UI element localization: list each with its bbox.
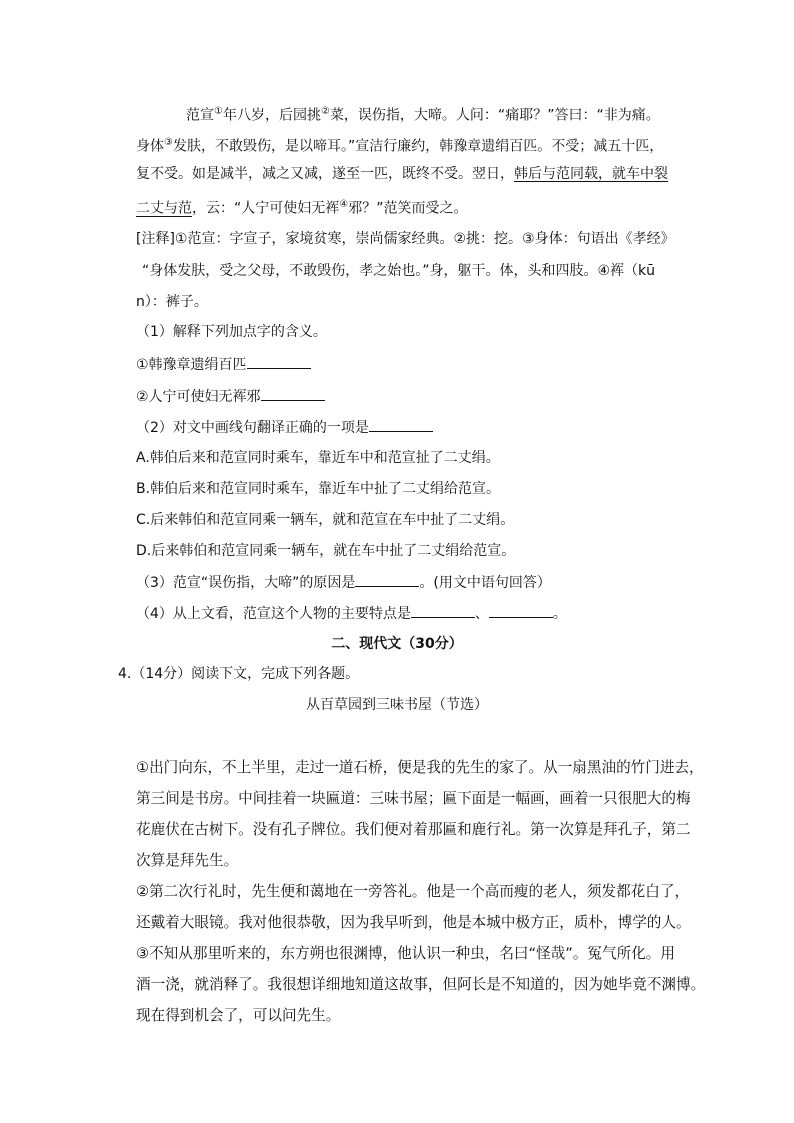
option-d: D.后来韩伯和范宣同乘一辆车，就在车中扯了二丈绢给范宣。 (136, 543, 516, 559)
footnote-marker-1: ① (214, 106, 223, 117)
notes-line-2: “身体发肤，受之父母，不敢毁伤，孝之始也。”身，躯干。体，头和四肢。④裈（kū (142, 263, 656, 279)
modern-line-5: ②第二次行礼时，先生便和蔼地在一旁答礼。他是一个高而瘦的老人，须发都花白了， (136, 883, 690, 900)
question-4-intro: 4.（14分）阅读下文，完成下列各题。 (118, 666, 360, 682)
answer-blank[interactable] (247, 354, 311, 369)
passage-line-1: 范宣①年八岁，后园挑②菜，误伤指，大啼。人问：“痛耶？”答曰：“非为痛。 (186, 106, 660, 124)
answer-blank[interactable] (369, 417, 433, 432)
answer-blank[interactable] (261, 386, 325, 401)
answer-blank[interactable] (489, 603, 553, 618)
footnote-marker-4: ④ (339, 199, 349, 210)
notes-line-1: [注释]①范宣：字宣子，家境贫寒，崇尚儒家经典。②挑：挖。③身体：句语出《孝经》 (136, 231, 675, 247)
modern-line-7: ③不知从那里听来的，东方朔也很渊博，他认识一种虫，名曰“怪哉”。冤气所化。用 (136, 945, 675, 962)
question-1a: ①韩豫章遗绢百匹 (136, 354, 311, 375)
question-3: （3）范宣“误伤指，大啼”的原因是 。(用文中语句回答） (136, 572, 551, 593)
modern-line-3: 花鹿伏在古树下。没有孔子牌位。我们便对着那匾和鹿行礼。第一次算是拜孔子，第二 (136, 821, 691, 838)
modern-line-6: 还戴着大眼镜。我对他很恭敬，因为我早听到，他是本城中极方正，质朴，博学的人。 (136, 914, 691, 931)
passage-line-3: 复不受。如是减半，减之又减，遂至一匹，既终不受。翌日，韩后与范同载，就车中裂 (136, 166, 668, 182)
question-2: （2）对文中画线句翻译正确的一项是 (136, 417, 433, 438)
footnote-marker-3: ③ (164, 137, 173, 148)
answer-blank[interactable] (355, 572, 419, 587)
passage-title: 从百草园到三味书屋（节选） (306, 697, 488, 713)
modern-line-4: 次算是拜先生。 (136, 852, 239, 869)
answer-blank[interactable] (411, 603, 475, 618)
passage-line-4: 二丈与范，云：“人宁可使妇无裈④邪？”范笑而受之。 (136, 199, 468, 217)
section-heading: 二、现代文（30分） (331, 636, 463, 652)
passage-line-2: 身体③发肤，不敢毁伤，是以啼耳。”宣洁行廉约，韩豫章遗绢百匹。不受；减五十匹， (136, 137, 664, 155)
option-c: C.后来韩伯和范宣同乘一辆车，就和范宣在车中扯了二丈绢。 (136, 512, 515, 528)
underlined-sentence-part-1: 韩后与范同载，就车中裂 (514, 166, 668, 182)
underlined-sentence-part-2: 二丈与范 (136, 200, 192, 217)
modern-line-9: 现在得到机会了，可以问先生。 (136, 1007, 341, 1024)
question-1b: ②人宁可使妇无裈邪 (136, 386, 325, 407)
footnote-marker-2: ② (320, 106, 330, 117)
question-1: （1）解释下列加点字的含义。 (136, 324, 327, 340)
modern-line-8: 酒一浇，就消释了。我很想详细地知道这故事，但阿长是不知道的，因为她毕竟不渊博。 (136, 976, 706, 993)
modern-line-1: ①出门向东，不上半里，走过一道石桥，便是我的先生的家了。从一扇黑油的竹门进去， (136, 759, 704, 776)
modern-line-2: 第三间是书房。中间挂着一块匾道：三味书屋；匾下面是一幅画，画着一只很肥大的梅 (136, 790, 691, 807)
option-a: A.韩伯后来和范宣同时乘车，靠近车中和范宣扯了二丈绢。 (136, 450, 500, 466)
question-4: （4）从上文看，范宣这个人物的主要特点是 、 。 (136, 603, 567, 624)
option-b: B.韩伯后来和范宣同时乘车，靠近车中扯了二丈绢给范宣。 (136, 481, 501, 497)
notes-line-3: n）：裤子。 (136, 294, 208, 310)
